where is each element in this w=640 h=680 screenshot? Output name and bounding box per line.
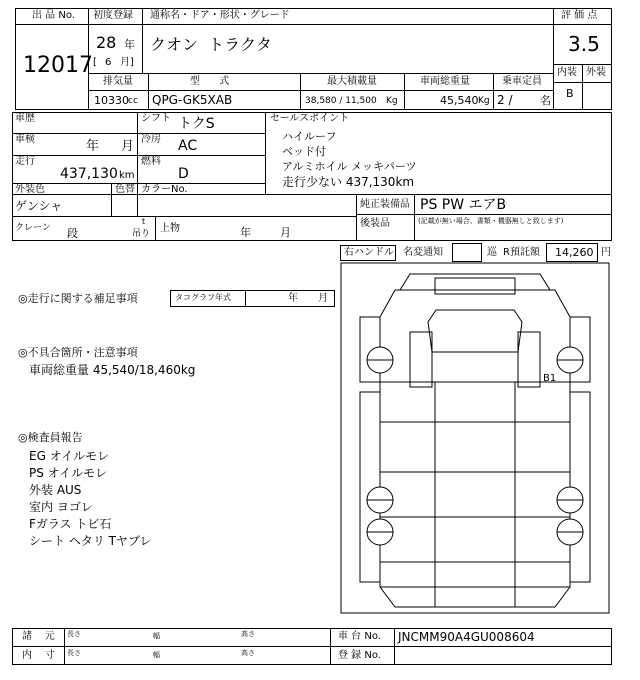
registration-no-label: 登 録 No. bbox=[338, 650, 381, 661]
damage-mark: B1 bbox=[543, 373, 557, 384]
registration-year: 28 bbox=[96, 33, 117, 52]
upper-year-unit: 年 bbox=[240, 226, 251, 239]
max-load-value: 38,580 / 11,500 bbox=[305, 96, 377, 106]
model-description-label: 通称名・ドア・形状・グレード bbox=[150, 10, 290, 21]
car-name: クオン トラクタ bbox=[150, 35, 272, 54]
exterior-grade-label: 外装 bbox=[586, 67, 606, 78]
ac-label: 冷房 bbox=[141, 134, 161, 145]
displacement-unit: cc bbox=[128, 96, 138, 106]
interior-grade: B bbox=[566, 87, 574, 100]
cab-front bbox=[400, 274, 550, 290]
length-label: 長さ bbox=[67, 649, 81, 657]
chassis-no-label: 車 台 No. bbox=[338, 631, 381, 642]
length-label: 長さ bbox=[67, 630, 81, 638]
truck-damage-diagram bbox=[340, 262, 610, 614]
crane-label: クレーン bbox=[15, 223, 51, 233]
inspector-report-item: 室内 ヨゴレ bbox=[29, 500, 93, 514]
upper-body-label: 上物 bbox=[160, 223, 180, 234]
recycle-unit: 円 bbox=[601, 247, 611, 258]
model-type-value: QPG-GK5XAB bbox=[152, 93, 233, 107]
capacity-label: 乗車定員 bbox=[502, 76, 542, 87]
inspection-month-unit: 月 bbox=[121, 139, 135, 154]
inner-dims-row-label: 内 寸 bbox=[22, 650, 55, 661]
right-door bbox=[518, 332, 540, 387]
mileage-unit: km bbox=[119, 170, 135, 181]
rear-outline bbox=[380, 587, 570, 607]
name-change-box bbox=[452, 243, 482, 262]
lot-number: 12017 bbox=[23, 53, 93, 78]
genuine-equipment-value: PS PW エアB bbox=[420, 197, 507, 213]
exterior-color-label: 外装色 bbox=[15, 184, 45, 195]
inspector-report-item: 外装 AUS bbox=[29, 483, 82, 497]
inspection-year-unit: 年 bbox=[86, 139, 100, 154]
color-change-label: 色替 bbox=[115, 184, 135, 195]
fuel-label: 燃料 bbox=[141, 156, 161, 167]
defects-text: 車両総重量 45,540/18,460kg bbox=[29, 363, 196, 377]
shift-label: シフト bbox=[141, 113, 171, 124]
driving-remarks-label: ◎走行に関する補足事項 bbox=[18, 292, 138, 305]
tachograph-month-unit: 月 bbox=[318, 293, 328, 304]
sales-point-item: ベッド付 bbox=[282, 145, 326, 158]
width-label: 幅 bbox=[153, 651, 160, 659]
aftermarket-note: (記載が無い場合、書類・機器無しと致します) bbox=[418, 217, 564, 225]
first-registration-label: 初度登録 bbox=[93, 10, 133, 21]
tachograph-label: タコグラフ年式 bbox=[175, 293, 231, 302]
fuel-value: D bbox=[178, 166, 189, 182]
inspector-report-item: Fガラス トビ石 bbox=[29, 517, 112, 531]
interior-grade-label: 内装 bbox=[557, 67, 577, 78]
sales-point-label: セールスポイント bbox=[270, 113, 350, 124]
displacement-value: 10330 bbox=[94, 94, 129, 107]
sales-point-item: 走行少ない 437,130km bbox=[282, 175, 415, 189]
max-load-unit: Kg bbox=[386, 96, 398, 106]
recycle-amount: 14,260 bbox=[555, 246, 594, 259]
year-unit: 年 bbox=[124, 38, 135, 51]
ac-value: AC bbox=[178, 138, 198, 154]
gross-weight-label: 車両総重量 bbox=[420, 76, 470, 87]
recycle-label: R預託額 bbox=[503, 247, 540, 258]
defects-label: ◎不具合箇所・注意事項 bbox=[18, 346, 138, 359]
tax-label: 巡 bbox=[487, 247, 497, 258]
name-change-label: 名変通知 bbox=[403, 247, 443, 258]
left-door bbox=[410, 332, 432, 387]
windshield bbox=[428, 310, 522, 352]
inspection-label: 車検 bbox=[15, 134, 35, 145]
chassis-frame bbox=[380, 382, 570, 587]
grade-label: 評 価 点 bbox=[561, 10, 598, 21]
sales-point-list bbox=[282, 128, 417, 188]
inspector-report-item: PS オイルモレ bbox=[29, 466, 108, 480]
gross-weight-value: 45,540 bbox=[440, 94, 479, 107]
height-label: 高さ bbox=[241, 630, 255, 638]
cab-outline bbox=[380, 290, 570, 382]
tachograph-year-unit: 年 bbox=[288, 293, 298, 304]
month-bracket: [ bbox=[93, 57, 97, 68]
specs-row-label: 諸 元 bbox=[22, 631, 55, 642]
month-unit: 月] bbox=[120, 57, 134, 68]
exterior-color-value: ゲンシャ bbox=[15, 199, 63, 213]
inspector-report-item: シート ヘタリ Tヤブレ bbox=[29, 534, 152, 548]
mileage-label: 走行 bbox=[15, 156, 35, 167]
crane-ton-label: t bbox=[142, 217, 146, 226]
capacity-value: 2 / bbox=[497, 93, 513, 107]
inspector-report-list bbox=[29, 447, 151, 549]
cab-roof bbox=[435, 278, 515, 294]
mileage-value: 437,130 bbox=[60, 166, 118, 182]
aftermarket-label: 後装品 bbox=[360, 218, 390, 229]
crane-stage-label: 段 bbox=[67, 227, 78, 240]
displacement-label: 排気量 bbox=[103, 76, 133, 87]
max-load-label: 最大積載量 bbox=[327, 76, 377, 87]
sales-point-item: ハイルーフ bbox=[282, 130, 337, 143]
overall-grade: 3.5 bbox=[568, 32, 600, 56]
width-label: 幅 bbox=[153, 632, 160, 640]
color-code-label: カラーNo. bbox=[141, 184, 188, 195]
capacity-unit: 名 bbox=[540, 94, 551, 107]
right-handle-label: 右ハンドル bbox=[344, 247, 394, 258]
model-type-label: 型 式 bbox=[190, 76, 230, 87]
gross-weight-unit: Kg bbox=[478, 96, 490, 106]
shift-value: トクS bbox=[178, 116, 215, 132]
lot-label: 出 品 No. bbox=[32, 10, 75, 21]
history-label: 車歴 bbox=[15, 113, 35, 124]
chassis-no-value: JNCMM90A4GU008604 bbox=[398, 630, 535, 644]
registration-month: 6 bbox=[105, 57, 112, 68]
sales-point-item: アルミホイル メッキパーツ bbox=[282, 160, 417, 173]
crane-lift-label: 吊り bbox=[132, 229, 151, 239]
genuine-equipment-label: 純正装備品 bbox=[360, 199, 410, 210]
inspector-report-item: EG オイルモレ bbox=[29, 449, 110, 463]
inspector-report-label: ◎検査員報告 bbox=[18, 431, 83, 444]
height-label: 高さ bbox=[241, 649, 255, 657]
upper-month-unit: 月 bbox=[280, 226, 291, 239]
